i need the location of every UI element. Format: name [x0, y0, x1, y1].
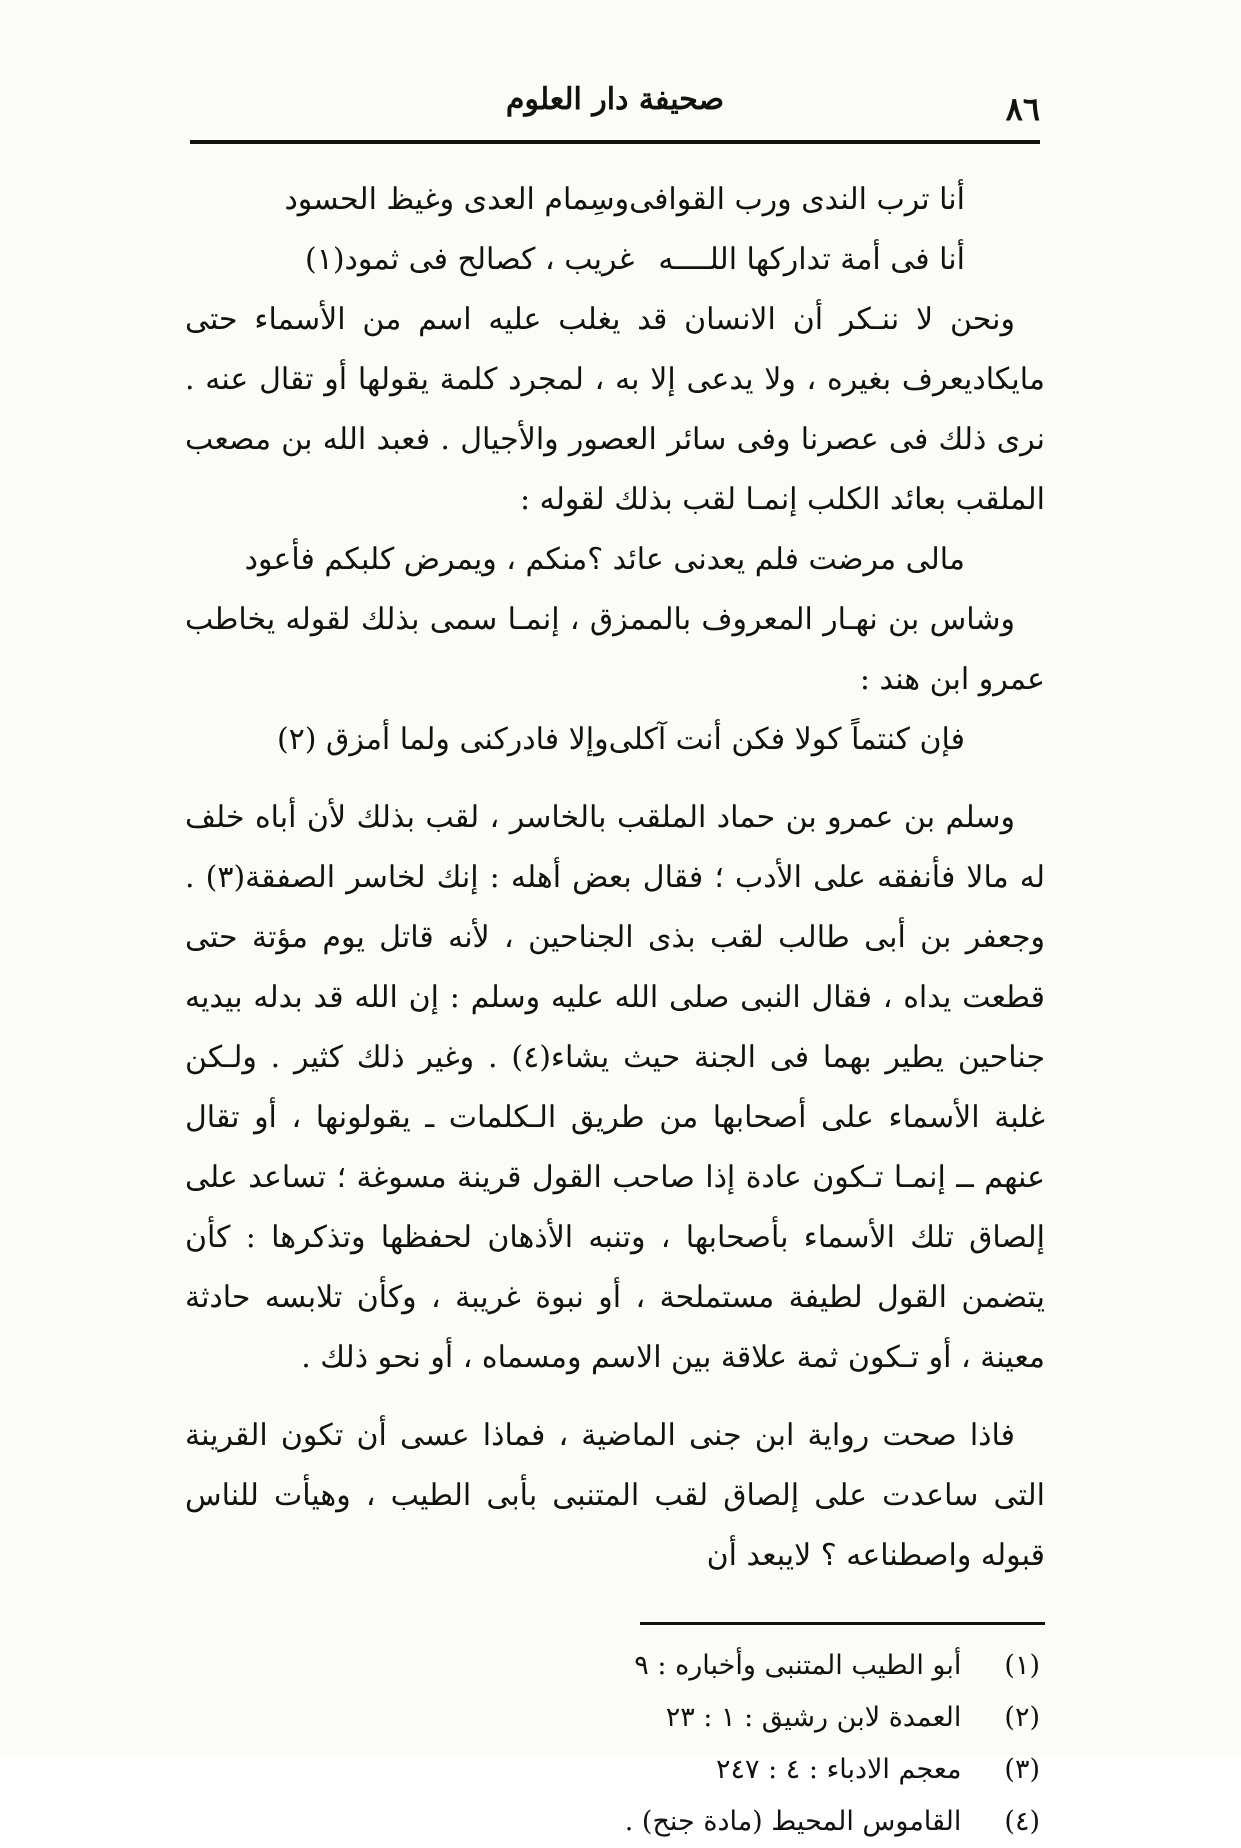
verse-line: [185, 230, 1045, 290]
footnote: [560, 1640, 1040, 1692]
verse-line: [185, 710, 1045, 770]
paragraph: وشاس بن نهـار المعروف بالممزق ، إنمـا سمى بذلك لقوله يخاطب عمرو ابن هند :: [185, 602, 1045, 697]
hemistich-second: منكم ، ويمرض كلبكم فأعود: [244, 542, 588, 577]
footnote-rule: [640, 1622, 1045, 1625]
paragraph: وسلم بن عمرو بن حماد الملقب بالخاسر ، لقب بذلك لأن أباه خلف له مالا فأنفقه على الأدب ؛ فقال بعض أهله : إنك لخاسر الصفقة(٣) . وجعفر بن أبى طالب لقب بذى الجناحين ، لأنه قاتل يوم مؤتة حتى قطعت يداه ، فقال النبى صلى الله عليه وسلم : إن الله قد بدله بيديه جناحين يطير بهما فى الجنة حيث يشاء(٤) . وغير ذلك كثير . ولـكن غلبة الأسماء على أصحابها من طريق الـكلمات ـ يقولونها ، أو تقال عنهم ــ إنمـا تـكون عادة إذا صاحب القول قرينة مسوغة ؛ تساعد على إلصاق تلك الأسماء بأصحابها ، وتنبه الأذهان لحفظها وتذكرها : كأن يتضمن القول لطيفة مستملحة ، أو نبوة غريبة ، وكأن تلابسه حادثة معينة ، أو تـكون ثمة علاقة بين الاسم ومسماه ، أو نحو ذلك .: [185, 800, 1046, 1375]
main-text: [185, 170, 1045, 1586]
hemistich-second: وسِمام العدى وغيظ الحسود: [284, 182, 630, 217]
page-header: [190, 82, 1040, 142]
hemistich-first: فإن كنتماً كولا فكن أنت آكلى: [608, 722, 965, 757]
hemistich-first: مالى مرضت فلم يعدنى عائد ؟: [587, 542, 965, 577]
hemistich-second: غريب ، كصالح فى ثمود(١): [305, 242, 635, 277]
paragraph: فاذا صحت رواية ابن جنى الماضية ، فماذا عسى أن تكون القرينة التى ساعدت على إلصاق لقب المتنبى بأبى الطيب ، وهيأت للناس قبوله واصطناعه ؟ لايبعد أن: [185, 1418, 1045, 1573]
footnote-number: (٤): [1004, 1806, 1040, 1837]
page-number: ٨٦: [1005, 90, 1040, 128]
footnote-number: (٣): [1004, 1754, 1040, 1785]
header-rule: [190, 140, 1040, 144]
hemistich-second: وإلا فادركنى ولما أمزق (٢): [276, 722, 609, 757]
footnote: [560, 1692, 1040, 1744]
footnote-text: معجم الادباء : ٤ : ٢٤٧: [716, 1754, 962, 1785]
verse-line: [185, 530, 1045, 590]
verse-line: [185, 170, 1045, 230]
running-title: صحيفة دار العلوم: [505, 82, 725, 117]
footnote: [560, 1796, 1040, 1848]
footnote-text: أبو الطيب المتنبى وأخباره : ٩: [634, 1650, 962, 1681]
footnotes: [560, 1640, 1040, 1848]
footnote-number: (١): [1004, 1650, 1040, 1681]
paragraph: ونحن لا ننـكر أن الانسان قد يغلب عليه اسم من الأسماء حتى مايكاديعرف بغيره ، ولا يدعى إلا به ، لمجرد كلمة يقولها أو تقال عنه . نرى ذلك فى عصرنا وفى سائر العصور والأجيال . فعبد الله بن مصعب الملقب بعائد الكلب إنمـا لقب بذلك لقوله :: [185, 302, 1045, 517]
footnote-text: القاموس المحيط (مادة جنح) .: [624, 1806, 962, 1837]
footnote-text: العمدة لابن رشيق : ١ : ٢٣: [665, 1702, 962, 1733]
footnote: [560, 1744, 1040, 1796]
hemistich-first: أنا فى أمة تداركها اللــــه: [658, 242, 965, 277]
hemistich-first: أنا ترب الندى ورب القوافى: [629, 182, 965, 217]
footnote-number: (٢): [1004, 1702, 1040, 1733]
